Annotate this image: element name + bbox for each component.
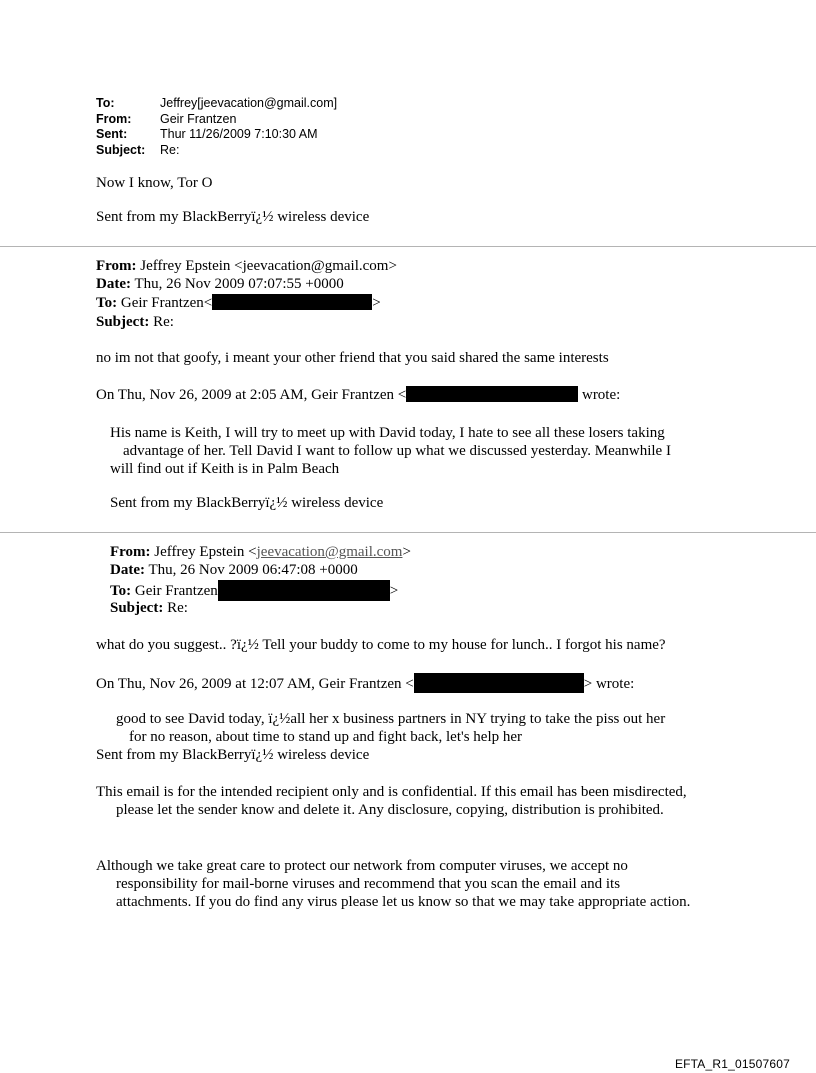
- quoted2-from-pre: Jeffrey Epstein <: [154, 544, 257, 560]
- header-subject-row: [96, 143, 337, 159]
- redaction-block: [414, 673, 584, 693]
- quoted1-reply-line: will find out if Keith is in Palm Beach: [110, 461, 340, 477]
- quoted1-to-close: >: [372, 295, 381, 311]
- quoted1-date-row: [96, 275, 344, 293]
- quoted1-attribution-post: wrote:: [578, 387, 621, 403]
- quoted2-reply-line: good to see David today, ï¿½all her x business partners in NY trying to take the piss out her: [116, 711, 666, 727]
- quoted1-date-label: Date:: [96, 276, 131, 292]
- quoted2-subject-label: Subject:: [110, 600, 164, 616]
- top-message-signature: Sent from my BlackBerryï¿½ wireless device: [96, 209, 370, 225]
- quoted1-subject-row: [96, 313, 174, 331]
- quoted2-to-label: To:: [110, 583, 132, 599]
- quoted1-to-value: Geir Frantzen<: [120, 295, 213, 311]
- email-header: [96, 96, 337, 158]
- quoted2-date-value: Thu, 26 Nov 2009 06:47:08 +0000: [148, 562, 358, 578]
- quoted2-body: what do you suggest.. ?ï¿½ Tell your buddy to come to my house for lunch.. I forgot his name?: [96, 637, 666, 653]
- quoted1-signature: Sent from my BlackBerryï¿½ wireless device: [110, 495, 384, 511]
- header-from-row: [96, 112, 337, 128]
- quoted2-from-label: From:: [110, 544, 151, 560]
- quoted1-attribution-pre: On Thu, Nov 26, 2009 at 2:05 AM, Geir Frantzen <: [96, 387, 407, 403]
- quoted1-subject-label: Subject:: [96, 314, 150, 330]
- email-link[interactable]: jeevacation@gmail.com: [256, 544, 403, 560]
- document-id: EFTA_R1_01507607: [674, 1057, 790, 1071]
- quoted2-attribution: [96, 673, 634, 693]
- quoted2-to-value: Geir Frantzen: [134, 583, 218, 599]
- confidentiality-notice: [96, 783, 708, 819]
- quoted2-to-row: [110, 580, 398, 601]
- virus-text: Although we take great care to protect our network from computer viruses, we accept no responsibility for mail-borne viruses and recommend that you scan the email and its attachments. If you do find any virus please let us know so that we may take appropriate action.: [96, 858, 691, 910]
- sent-label: Sent:: [96, 127, 128, 141]
- quoted2-from-row: [110, 543, 411, 561]
- quoted2-attribution-post: > wrote:: [583, 676, 635, 692]
- redaction-block: [406, 386, 578, 402]
- quoted2-date-row: [110, 561, 358, 579]
- quoted1-from-label: From:: [96, 258, 137, 274]
- quoted1-from-value: Jeffrey Epstein <jeevacation@gmail.com>: [140, 258, 397, 274]
- quoted1-attribution: [96, 386, 620, 404]
- redaction-block: [212, 294, 372, 310]
- quoted2-from-post: >: [402, 544, 411, 560]
- confidentiality-text: This email is for the intended recipient only and is confidential. If this email has been misdirected, please let the sender know and delete it. Any disclosure, copying, distribution is prohibited.: [96, 784, 687, 818]
- quoted1-from-row: [96, 257, 397, 275]
- header-to-row: [96, 96, 337, 112]
- top-message-body: Now I know, Tor O: [96, 175, 213, 191]
- sent-value: Thur 11/26/2009 7:10:30 AM: [160, 127, 318, 141]
- header-sent-row: [96, 127, 337, 143]
- to-value: Jeffrey[jeevacation@gmail.com]: [160, 96, 338, 110]
- from-label: From:: [96, 111, 132, 126]
- quoted1-subject-value: Re:: [153, 314, 174, 330]
- quoted2-subject-row: [110, 599, 188, 617]
- quoted2-to-close: >: [389, 583, 399, 599]
- redaction-block: [218, 580, 390, 601]
- divider: [0, 532, 816, 533]
- quoted1-to-row: [96, 294, 381, 312]
- subject-label: Subject:: [96, 142, 146, 157]
- quoted2-reply: [116, 710, 716, 746]
- virus-notice: [96, 857, 692, 911]
- to-label: To:: [96, 96, 115, 110]
- quoted1-date-value: Thu, 26 Nov 2009 07:07:55 +0000: [134, 276, 344, 292]
- quoted2-attribution-pre: On Thu, Nov 26, 2009 at 12:07 AM, Geir Frantzen <: [96, 676, 414, 692]
- quoted2-signature: Sent from my BlackBerryï¿½ wireless device: [96, 747, 370, 763]
- divider: [0, 246, 816, 247]
- quoted1-reply-line: advantage of her. Tell David I want to follow up what we discussed yesterday. Meanwhile I: [123, 443, 671, 459]
- quoted1-body: no im not that goofy, i meant your other friend that you said shared the same interests: [96, 350, 609, 366]
- quoted2-subject-value: Re:: [167, 600, 188, 616]
- quoted2-date-label: Date:: [110, 562, 145, 578]
- quoted2-reply-line: for no reason, about time to stand up and fight back, let's help her: [129, 729, 523, 745]
- from-value: Geir Frantzen: [160, 111, 237, 126]
- quoted1-reply-line: His name is Keith, I will try to meet up with David today, I hate to see all these losers taking: [110, 425, 665, 441]
- subject-value: Re:: [160, 142, 180, 157]
- quoted1-to-label: To:: [96, 295, 118, 311]
- quoted1-reply: [110, 424, 730, 478]
